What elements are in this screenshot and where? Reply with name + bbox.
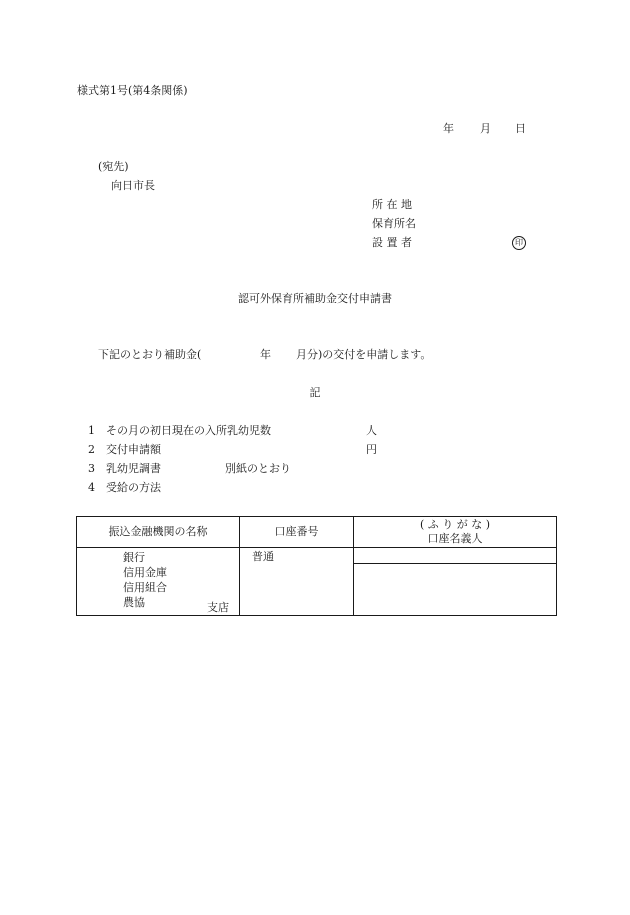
item-3-value: 別紙のとおり (225, 462, 291, 475)
item-2-unit: 円 (366, 443, 377, 456)
institution-nokyo: 農協 (123, 596, 145, 609)
institution-shinkumi: 信用組合 (123, 581, 167, 594)
date-year-label: 年 (443, 122, 454, 135)
item-1-unit: 人 (366, 424, 377, 437)
institution-bank: 銀行 (123, 551, 145, 564)
location-label: 所 在 地 (372, 198, 412, 211)
item-4-label: 受給の方法 (106, 481, 161, 494)
item-2-number: 2 (88, 443, 95, 456)
seal-mark: 印 (512, 236, 526, 250)
furigana-label: ( ふ り が な ) (419, 518, 491, 531)
account-type-label: 普通 (252, 550, 274, 563)
addressee-prefix: (宛先) (98, 160, 129, 173)
institution-shinkin: 信用金庫 (123, 566, 167, 579)
request-text-part1: 下記のとおり補助金( (98, 348, 202, 361)
request-text-part2: 月分)の交付を申請します。 (296, 348, 432, 361)
account-holder-name-cell[interactable] (354, 564, 557, 616)
facility-name-label: 保育所名 (372, 217, 416, 230)
item-3-label: 乳幼児調書 (106, 462, 161, 475)
item-3-number: 3 (88, 462, 95, 475)
addressee: 向日市長 (111, 179, 155, 192)
bank-name-cell[interactable] (77, 548, 240, 616)
account-holder-kana-cell[interactable] (354, 548, 557, 564)
item-1-number: 1 (88, 424, 95, 437)
form-number: 様式第1号(第4条関係) (77, 84, 188, 97)
branch-label: 支店 (207, 601, 229, 614)
founder-label: 設 置 者 (372, 236, 412, 249)
item-4-number: 4 (88, 481, 95, 494)
date-month-label: 月 (480, 122, 491, 135)
item-2-label: 交付申請額 (106, 443, 161, 456)
account-holder-label: 口座名義人 (427, 532, 483, 545)
date-day-label: 日 (515, 122, 526, 135)
account-number-header: 口座番号 (240, 517, 354, 548)
request-year-label: 年 (260, 348, 271, 361)
item-1-label: その月の初日現在の入所乳幼児数 (106, 424, 271, 437)
ki-heading: 記 (309, 386, 321, 399)
account-holder-header (354, 517, 557, 548)
bank-name-header: 振込金融機関の名称 (77, 517, 240, 548)
account-number-cell[interactable] (240, 548, 354, 616)
bank-account-table (76, 516, 557, 616)
document-title: 認可外保育所補助金交付申請書 (238, 292, 392, 305)
